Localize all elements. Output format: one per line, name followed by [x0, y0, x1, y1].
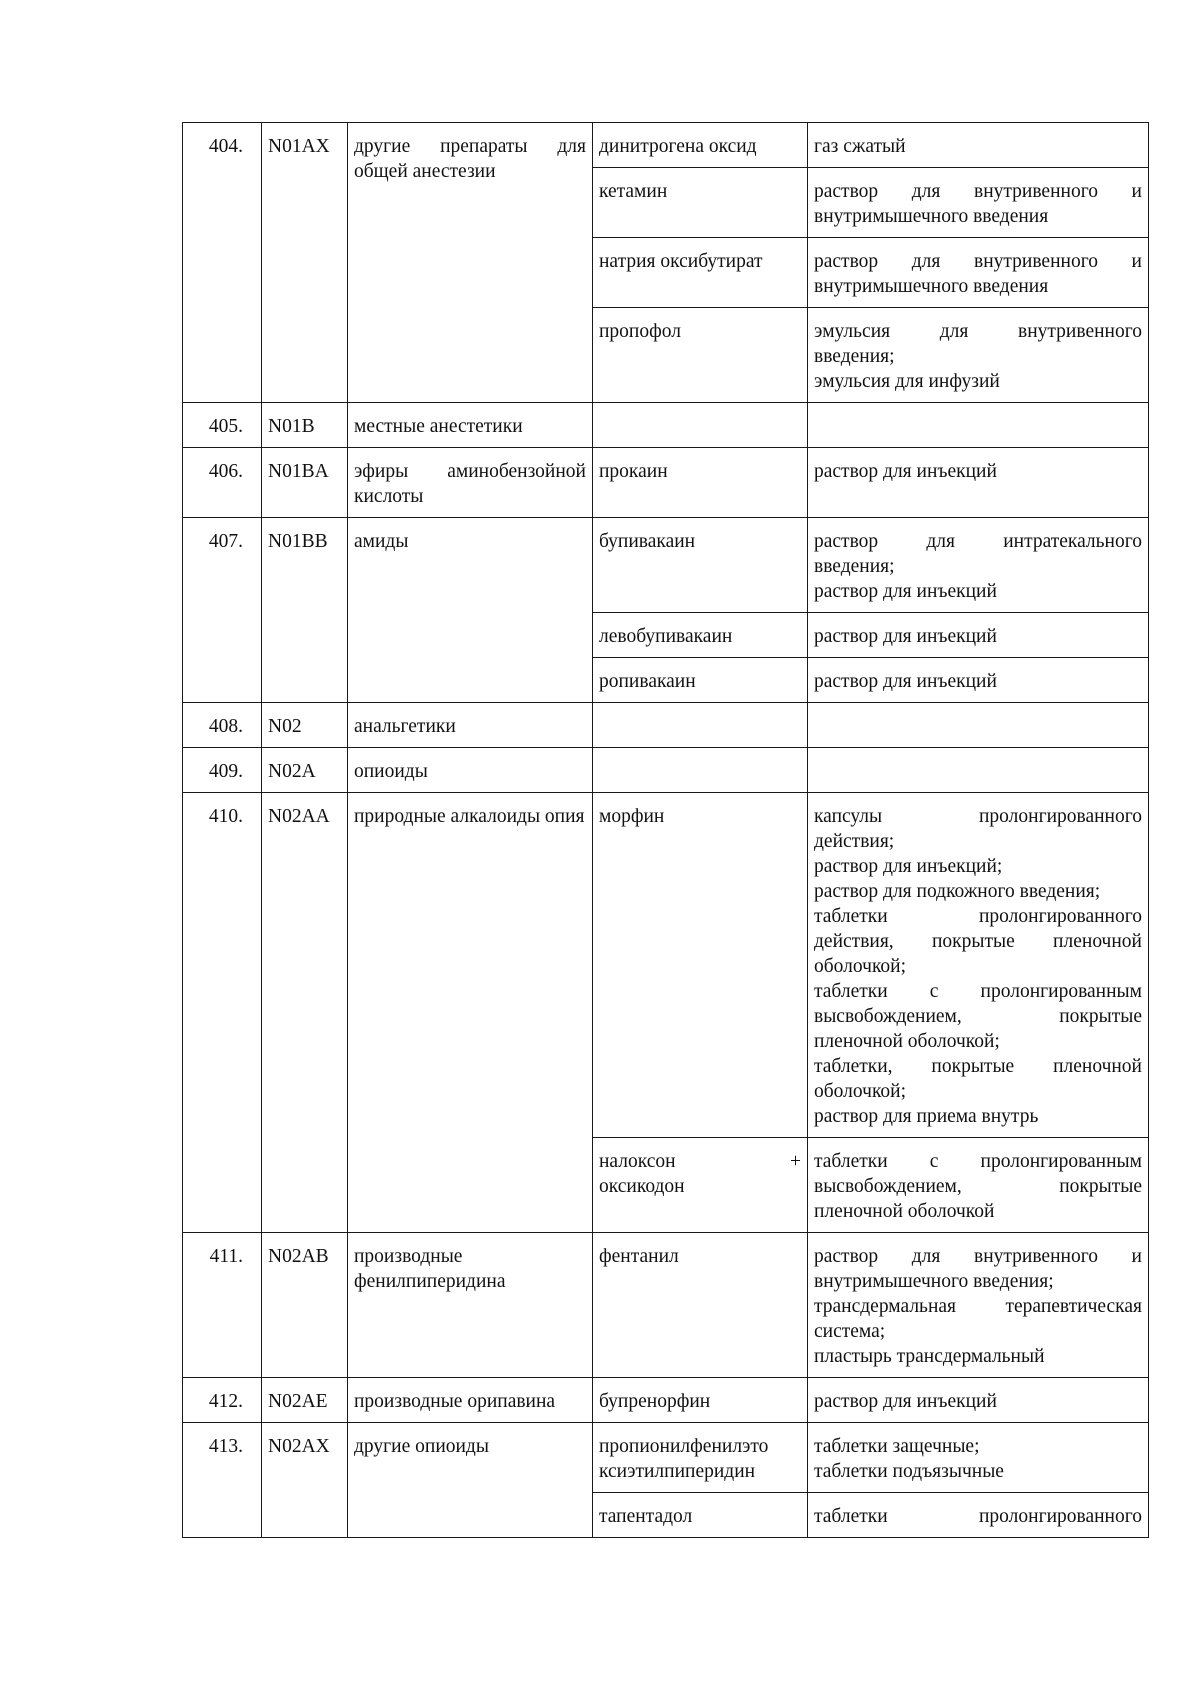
table-row [183, 748, 1149, 793]
row-number: 409. [183, 748, 262, 793]
dosage-form: раствор для инъекций [808, 613, 1149, 658]
atc-code: N01BA [262, 448, 348, 518]
table-row [183, 793, 1149, 1138]
atc-code: N02AB [262, 1233, 348, 1378]
drug-name: бупренорфин [593, 1378, 808, 1423]
dosage-form [808, 748, 1149, 793]
row-number: 406. [183, 448, 262, 518]
dosage-form: раствор для внутривенного и внутримышечного введения; трансдермальная терапевтическая система; пластырь трансдермальный [808, 1233, 1149, 1378]
dosage-form: раствор для интратекального введения; раствор для инъекций [808, 518, 1149, 613]
group-name: природные алкалоиды опия [348, 793, 593, 1233]
dosage-form [808, 403, 1149, 448]
dosage-form: газ сжатый [808, 123, 1149, 168]
table-row [183, 1423, 1149, 1493]
drug-name: кетамин [593, 168, 808, 238]
drug-name: налоксон + оксикодон [593, 1138, 808, 1233]
atc-code: N02AX [262, 1423, 348, 1538]
drug-name: ропивакаин [593, 658, 808, 703]
drug-name: морфин [593, 793, 808, 1138]
row-number: 412. [183, 1378, 262, 1423]
drug-name: прокаин [593, 448, 808, 518]
table-row [183, 123, 1149, 168]
row-number: 411. [183, 1233, 262, 1378]
dosage-form: раствор для инъекций [808, 1378, 1149, 1423]
drug-name [593, 403, 808, 448]
drug-name: пропофол [593, 308, 808, 403]
group-name: другие опиоиды [348, 1423, 593, 1538]
dosage-form: раствор для инъекций [808, 448, 1149, 518]
row-number: 404. [183, 123, 262, 403]
atc-code: N02AA [262, 793, 348, 1233]
row-number: 413. [183, 1423, 262, 1538]
atc-code: N02 [262, 703, 348, 748]
drug-name: пропионилфенилэто ксиэтилпиперидин [593, 1423, 808, 1493]
dosage-form: таблетки пролонгированного [808, 1493, 1149, 1538]
table-row [183, 518, 1149, 613]
drug-name: натрия оксибутират [593, 238, 808, 308]
drug-name: бупивакаин [593, 518, 808, 613]
dosage-form: таблетки с пролонгированным высвобождением, покрытые пленочной оболочкой [808, 1138, 1149, 1233]
row-number: 405. [183, 403, 262, 448]
dosage-form: капсулы пролонгированного действия; раствор для инъекций; раствор для подкожного введения; таблетки пролонгированного действия, покрытые пленочной оболочкой; таблетки с пролонгированным высвобождением, покрытые пленочной оболочкой; таблетки, покрытые пленочной оболочкой; раствор для приема внутрь [808, 793, 1149, 1138]
atc-code: N02AE [262, 1378, 348, 1423]
drug-list-table [182, 122, 1149, 1538]
dosage-form: раствор для внутривенного и внутримышечного введения [808, 168, 1149, 238]
row-number: 408. [183, 703, 262, 748]
row-number: 407. [183, 518, 262, 703]
table-row [183, 703, 1149, 748]
dosage-form: раствор для внутривенного и внутримышечного введения [808, 238, 1149, 308]
atc-code: N01BB [262, 518, 348, 703]
drug-name: фентанил [593, 1233, 808, 1378]
row-number: 410. [183, 793, 262, 1233]
atc-code: N01B [262, 403, 348, 448]
table-row [183, 448, 1149, 518]
table-row [183, 403, 1149, 448]
dosage-form: раствор для инъекций [808, 658, 1149, 703]
drug-name: тапентадол [593, 1493, 808, 1538]
group-name: другие препараты для общей анестезии [348, 123, 593, 403]
atc-code: N01AX [262, 123, 348, 403]
dosage-form [808, 703, 1149, 748]
table-row [183, 1233, 1149, 1378]
atc-code: N02A [262, 748, 348, 793]
group-name: производные орипавина [348, 1378, 593, 1423]
dosage-form: эмульсия для внутривенного введения; эмульсия для инфузий [808, 308, 1149, 403]
drug-name: левобупивакаин [593, 613, 808, 658]
group-name: опиоиды [348, 748, 593, 793]
group-name: эфиры аминобензойной кислоты [348, 448, 593, 518]
drug-name: динитрогена оксид [593, 123, 808, 168]
table-row [183, 1378, 1149, 1423]
drug-name [593, 748, 808, 793]
group-name: анальгетики [348, 703, 593, 748]
group-name: производные фенилпиперидина [348, 1233, 593, 1378]
dosage-form: таблетки защечные; таблетки подъязычные [808, 1423, 1149, 1493]
drug-name [593, 703, 808, 748]
group-name: местные анестетики [348, 403, 593, 448]
group-name: амиды [348, 518, 593, 703]
